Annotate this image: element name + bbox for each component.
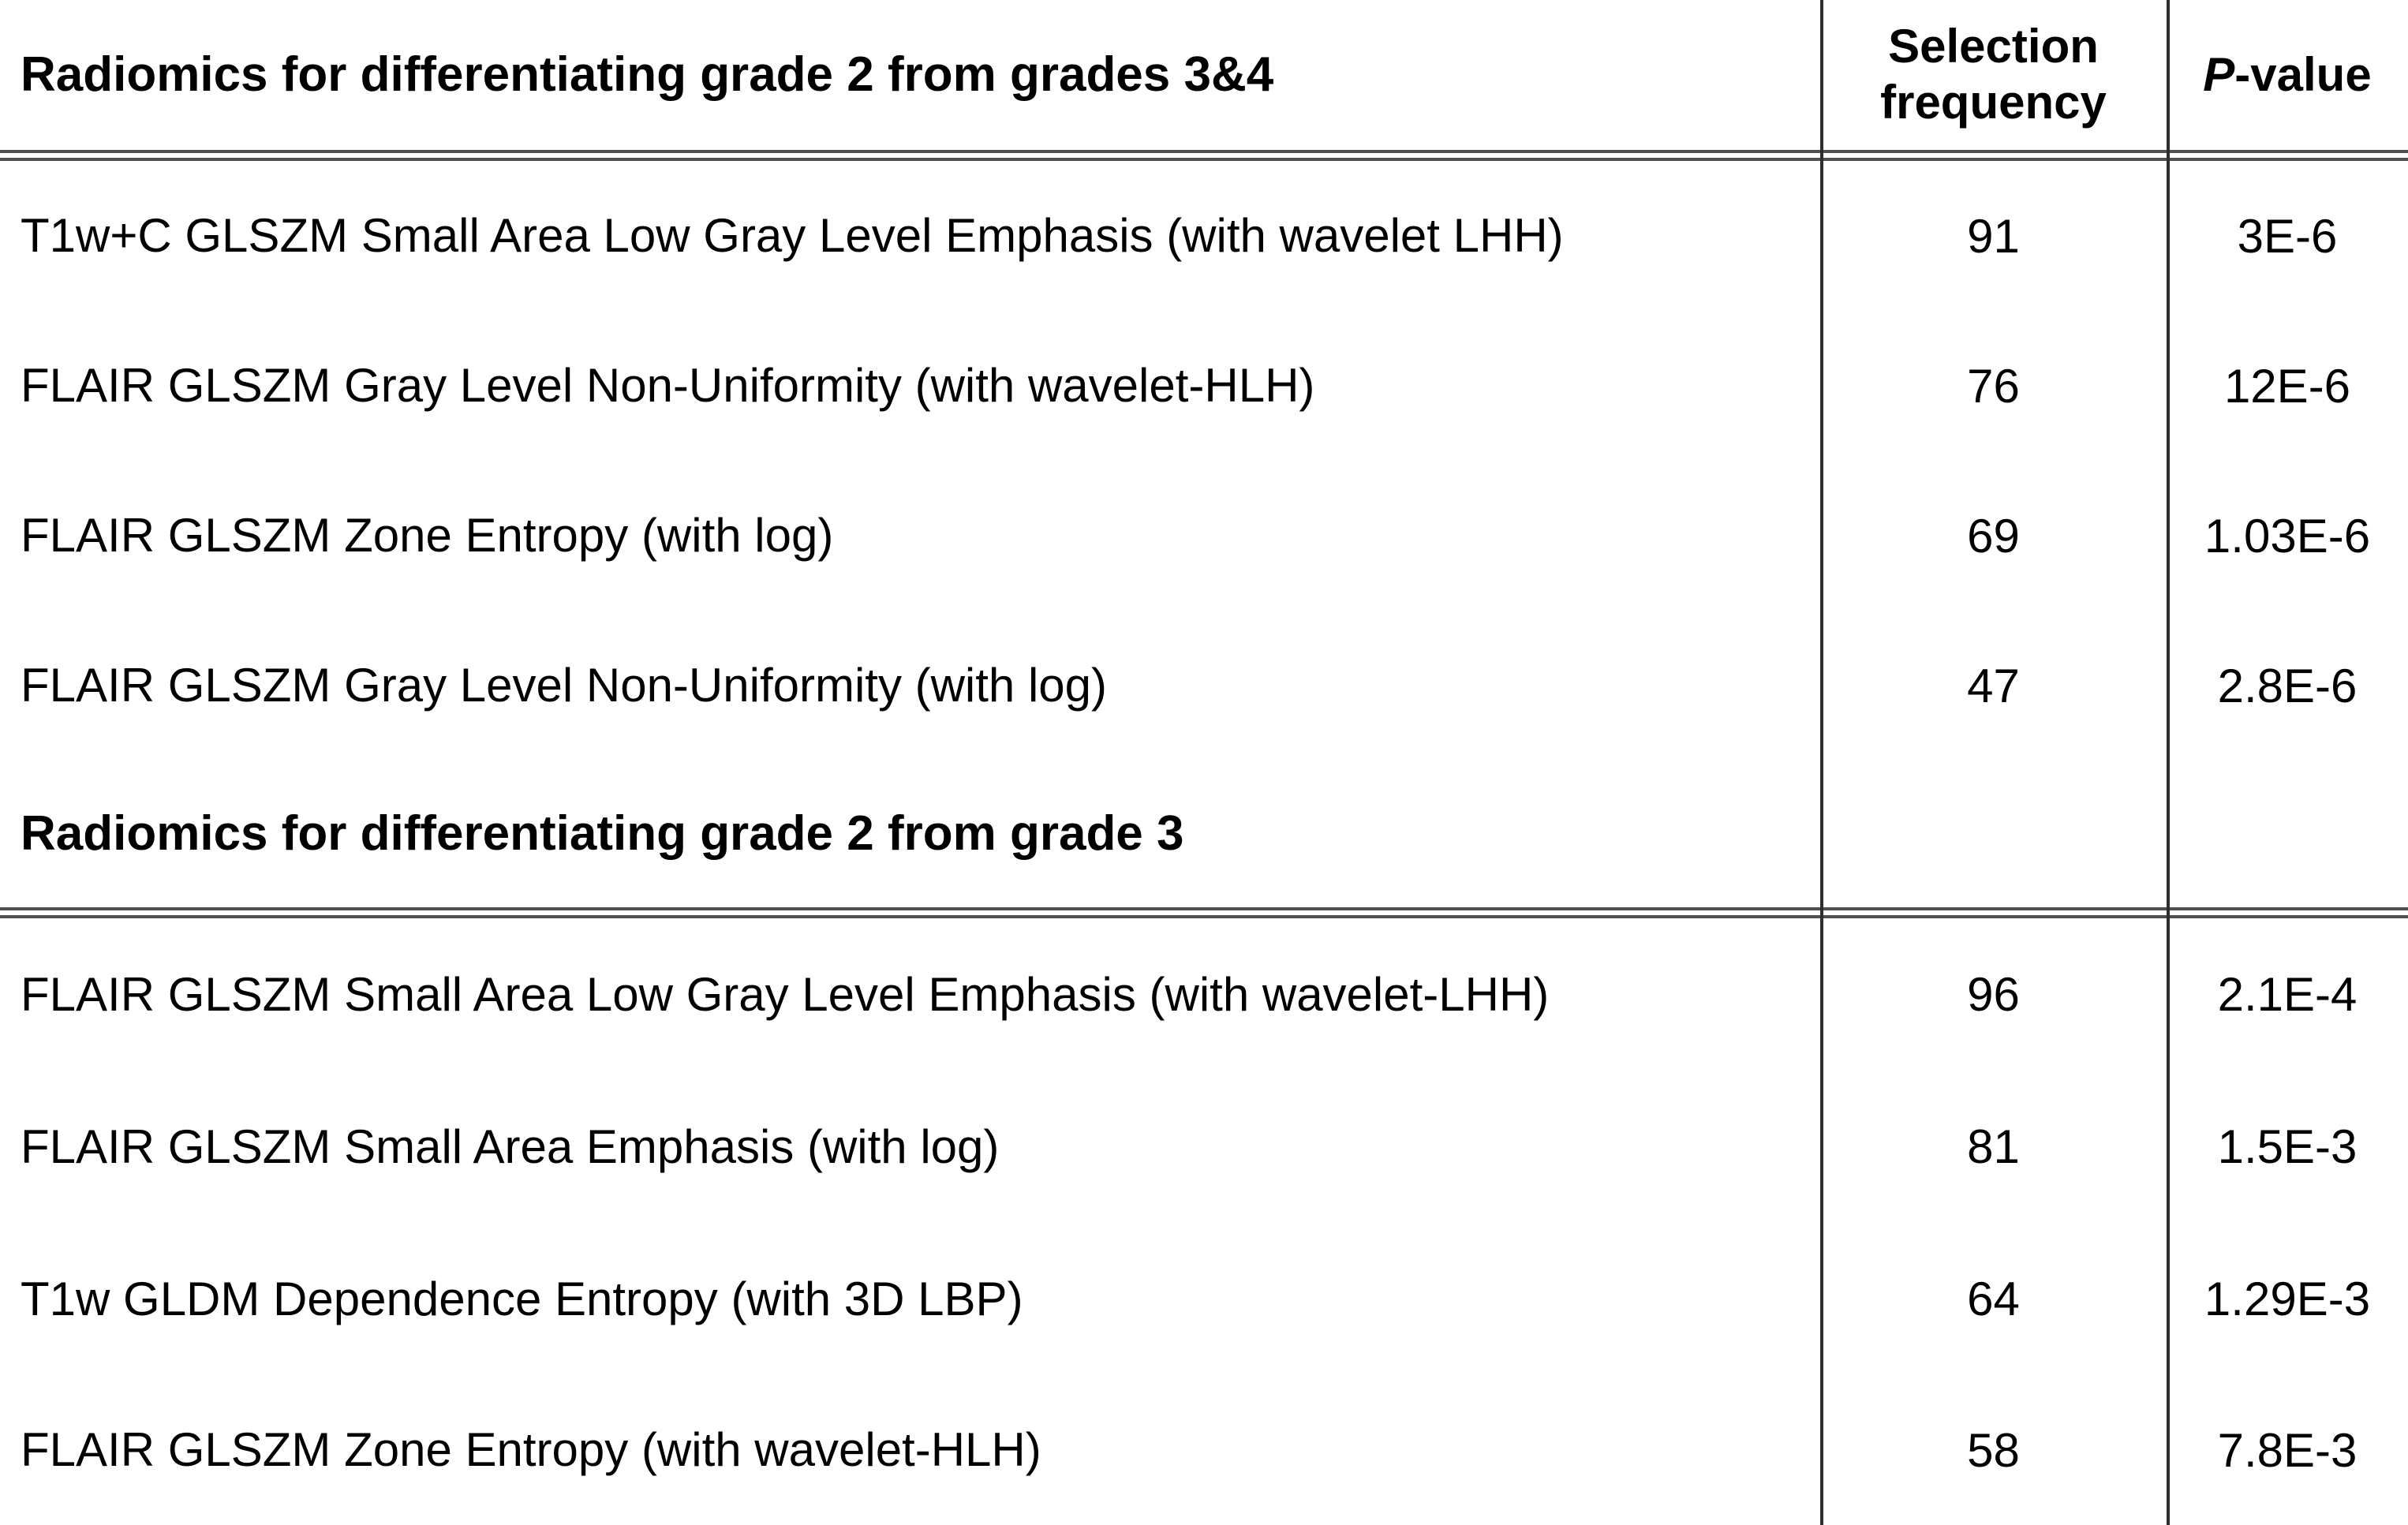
feature-cell: FLAIR GLSZM Zone Entropy (with wavelet-HLH) — [21, 1423, 1041, 1476]
p-value-cell: 1.03E-6 — [2204, 509, 2371, 563]
column-divider — [1820, 0, 1823, 1525]
double-rule — [0, 150, 2408, 161]
feature-cell: FLAIR GLSZM Zone Entropy (with log) — [21, 509, 834, 562]
p-value-cell: 3E-6 — [2237, 209, 2338, 263]
frequency-cell: 64 — [1967, 1273, 2020, 1325]
frequency-cell: 91 — [1967, 209, 2020, 263]
frequency-cell: 96 — [1967, 968, 2020, 1021]
feature-cell: FLAIR GLSZM Small Area Emphasis (with log) — [21, 1119, 1000, 1173]
frequency-cell: 58 — [1967, 1423, 2020, 1477]
table-row — [0, 1223, 2408, 1375]
col-header-selection-frequency: Selection frequency — [1880, 20, 2107, 129]
feature-cell: T1w+C GLSZM Small Area Low Gray Level Emphasis (with wavelet LHH) — [21, 209, 1564, 262]
table-title: Radiomics for differentiating grade 2 from grades 3&4 — [21, 47, 1274, 103]
p-value-rest: -value — [2234, 47, 2372, 101]
p-value-cell: 12E-6 — [2223, 359, 2351, 413]
p-value-cell: 1.29E-3 — [2204, 1273, 2371, 1325]
header-double-rule-wrap — [0, 150, 2408, 161]
frequency-cell: 47 — [1967, 659, 2020, 712]
feature-cell: FLAIR GLSZM Gray Level Non-Uniformity (with log) — [21, 659, 1108, 712]
frequency-cell: 81 — [1967, 1120, 2020, 1173]
p-value-cell: 1.5E-3 — [2217, 1120, 2358, 1173]
frequency-cell: 76 — [1967, 359, 2020, 413]
frequency-cell: 69 — [1967, 509, 2020, 563]
table-row — [0, 1071, 2408, 1223]
section-title: Radiomics for differentiating grade 2 from grade 3 — [21, 806, 1184, 862]
table-row — [0, 161, 2408, 311]
column-divider — [2167, 0, 2170, 1525]
col-header-p-value — [2167, 47, 2408, 103]
table-row — [0, 311, 2408, 461]
p-value-cell: 2.1E-4 — [2217, 968, 2358, 1021]
table-row — [0, 461, 2408, 611]
double-rule — [0, 907, 2408, 918]
section-header-row — [0, 761, 2408, 907]
p-value-cell: 7.8E-3 — [2217, 1423, 2358, 1477]
feature-cell: T1w GLDM Dependence Entropy (with 3D LBP) — [21, 1272, 1023, 1325]
feature-cell: FLAIR GLSZM Small Area Low Gray Level Emphasis (with wavelet-LHH) — [21, 967, 1550, 1021]
table-row — [0, 918, 2408, 1071]
section-double-rule-wrap — [0, 907, 2408, 918]
feature-cell: FLAIR GLSZM Gray Level Non-Uniformity (with wavelet-HLH) — [21, 359, 1315, 412]
p-value-italic-p: P — [2203, 47, 2235, 101]
table-row — [0, 611, 2408, 761]
table-header-row — [0, 0, 2408, 150]
p-value-cell: 2.8E-6 — [2217, 659, 2358, 712]
table-row — [0, 1375, 2408, 1525]
